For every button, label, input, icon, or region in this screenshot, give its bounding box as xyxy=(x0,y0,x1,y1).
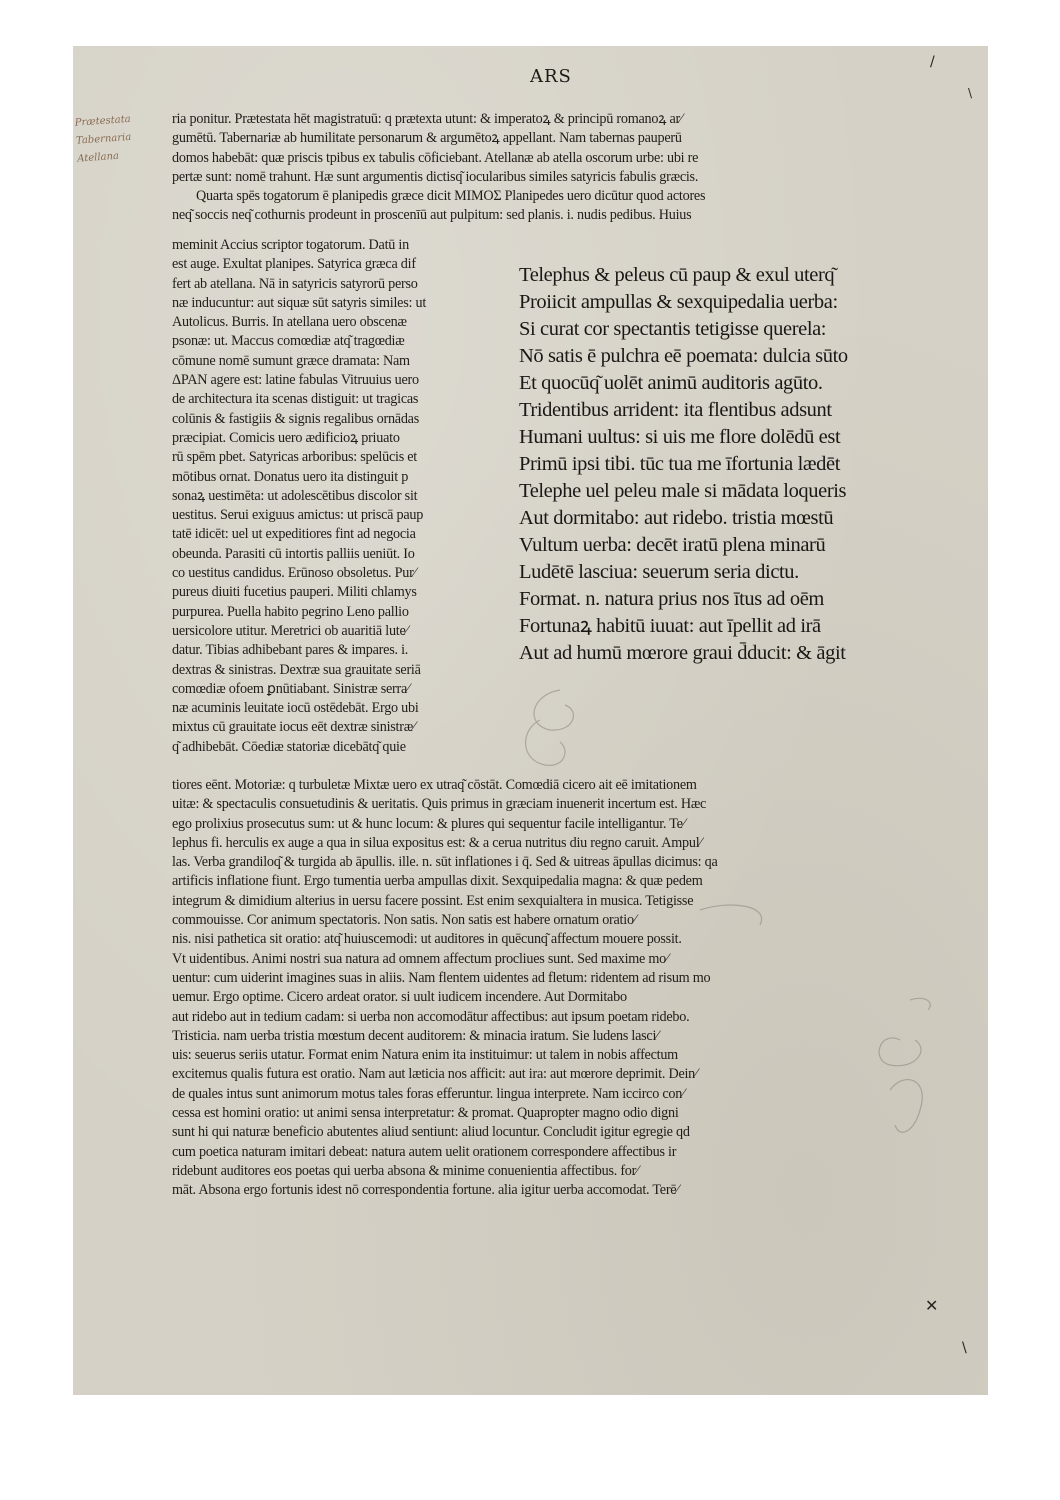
running-head: ARS xyxy=(530,66,572,87)
text-line: q͂ adhibebāt. Cōediæ statoriæ dicebātq͂ quie xyxy=(172,738,406,755)
edge-mark: / xyxy=(930,54,935,70)
text-line: Vt uidentibus. Animi nostri sua natura ad omnem affectum procliues sunt. Sed maxime mo⁄ xyxy=(172,950,669,967)
text-line: cum poetica naturam imitari debeat: natura autem uelit orationem correspondere affectibus ir xyxy=(172,1143,677,1160)
text-line: dextras & sinistras. Dextræ sua grauitate seriā xyxy=(172,661,421,678)
text-line: las. Verba grandiloq͂ & turgida ab āpullis. ille. n. sūt inflationes i q̄. Sed & uitreas āpullas dicimus: qa xyxy=(172,854,718,871)
text-line: uentur: cum uiderint imagines suas in aliis. Nam flentem uidentes ad fletum: ridentem ad risum mo xyxy=(172,969,711,986)
verse-line: Tridentibus arrident: ita flentibus adsunt xyxy=(519,399,832,421)
text-line: tiores eēnt. Motoriæ: q turbuletæ Mixtæ uero ex utraq͂ cōstāt. Comœdiā cicero ait eē imitationem xyxy=(172,777,697,793)
text-line: ridebunt auditores eos poetas qui uerba absona & minime conuenientia affectibus. for⁄ xyxy=(172,1162,639,1179)
text-line: de quales intus sunt animorum motus tales foras efferuntur. lingua interprete. Nam iccirco con⁄ xyxy=(172,1085,685,1102)
verse-line: Et quocūq͂ uolēt animū auditoris agūto. xyxy=(519,372,823,394)
verse-line: Humani uultus: si uis me flore dolēdū est xyxy=(519,426,841,448)
text-line: domos habebāt: quæ priscis tpibus ex tabulis cōficiebant. Atellanæ ab atella oscorum urbe: ubi re xyxy=(172,149,699,166)
text-line: excitemus qualis futura est oratio. Nam aut læticia nos afficit: aut ira: aut mœrore deprimit. Dein⁄ xyxy=(172,1066,698,1083)
text-line: neq͂ soccis neq͂ cothurnis prodeunt in proscenīū aut pulpitum: sed planis. i. nudis pedibus. Huius xyxy=(172,207,692,224)
text-line: uitæ: & spectaculis consuetudinis & ueritatis. Quis primus in græciam inuenerit incertum est. Hæc xyxy=(172,796,707,813)
text-line: uis: seuerus seriis utatur. Format enim Natura enim ita instituimur: ut talem in nobis affectum xyxy=(172,1047,678,1064)
text-line: næ inducuntur: aut siquæ sūt satyris similes: ut xyxy=(172,294,427,311)
text-line: fert ab atellana. Nā in satyricis satyrorū perso xyxy=(172,275,418,292)
text-line: meminit Accius scriptor togatorum. Datū in xyxy=(172,237,409,253)
text-line: Quarta spēs togatorum ē planipedis græce dicit ΜΙΜΟΣ Planipedes uero dicūtur quod actores xyxy=(196,188,706,205)
text-line: co uestitus candidus. Erūnoso obsoletus. Pur⁄ xyxy=(172,565,416,582)
edge-mark: \ xyxy=(962,1340,967,1356)
text-line: sonaꝝ uestimēta: ut adolescētibus discolor sit xyxy=(172,487,418,504)
text-line: lephus fi. herculis ex auge a qua in silua expositus est: & a cerua nutritus diu regno caruit. Ampul⁄ xyxy=(172,834,702,851)
verse-line: Fortunaꝝ habitū iuuat: aut īpellit ad irā xyxy=(519,615,821,637)
verse-line: Telephe uel peleu male si mādata loqueris xyxy=(519,480,847,502)
text-line: psonæ: ut. Maccus comœdiæ atq͂ tragœdiæ xyxy=(172,333,405,350)
edge-mark: \ xyxy=(968,86,973,100)
text-line: Tristicia. nam uerba tristia mœstum decent auditorem: & minacia iratum. Sie ludens lasci⁄ xyxy=(172,1027,659,1044)
text-line: de architectura ita scenas distiguit: ut tragicas xyxy=(172,391,419,408)
text-line: commouisse. Cor animum spectatoris. Non satis. Non satis est habere ornatum oratio⁄ xyxy=(172,912,636,929)
edge-mark: ✕ xyxy=(925,1296,939,1315)
text-line: Autolicus. Burris. In atellana uero obscenæ xyxy=(172,314,407,331)
text-line: cessa est homini oratio: ut animi sensa interpretatur: & promat. Quapropter magno odio digni xyxy=(172,1105,679,1122)
margin-note: Prætestata xyxy=(74,113,131,129)
text-line: comœdiæ ofoem ꝑnūtiabant. Sinistræ serra⁄ xyxy=(172,680,410,697)
verse-line: Si curat cor spectantis tetigisse querela: xyxy=(519,318,827,340)
verse-line: Format. n. natura prius nos ītus ad oēm xyxy=(519,588,824,610)
verse-line: Nō satis ē pulchra eē poemata: dulcia sūto xyxy=(519,345,848,367)
text-line: integrum & dimidium alterius in uersu facere possint. Est enim sexquialtera in musica. Tetigisse xyxy=(172,892,694,909)
text-line: mixtus cū grauitate iocus eēt dextræ sinistræ⁄ xyxy=(172,719,416,736)
margin-note: Atellana xyxy=(76,150,120,165)
text-line: gumētū. Tabernariæ ab humilitate personarum & argumētoꝝ appellant. Nam tabernas pauperū xyxy=(172,130,682,147)
text-line: præcipiat. Comicis uero ædificioꝝ priuato xyxy=(172,429,400,446)
text-line: cōmune nomē sumunt græce dramata: Nam xyxy=(172,352,410,369)
verse-line: Proiicit ampullas & sexquipedalia uerba: xyxy=(519,291,838,313)
verse-line: Telephus & peleus cū paup & exul uterq͂ xyxy=(519,264,835,286)
text-line: ria ponitur. Prætestata hēt magistratuū: q prætexta utunt: & imperatoꝝ & principū romanoꝝ ar⁄ xyxy=(172,111,683,127)
verse-line: Ludētē lasciua: seuerum seria dictu. xyxy=(519,561,799,583)
text-line: rū spēm pbet. Satyricas arboribus: spelūcis et xyxy=(172,449,417,466)
margin-notes xyxy=(74,109,156,168)
text-line: ΔΡΑΝ agere est: latine fabulas Vitruuius uero xyxy=(172,372,419,389)
text-line: tatē idicēt: uel ut expeditiores fint ad negocia xyxy=(172,526,416,543)
text-line: colūnis & fastigiis & signis regalibus ornādas xyxy=(172,410,419,427)
text-line: mōtibus ornat. Donatus uero ita distinguit p xyxy=(172,468,409,485)
text-line: artificis inflatione fiunt. Ergo tumentia uerba ampullas dixit. Sexquipedalia magna: & quæ pedem xyxy=(172,873,703,890)
text-line: uestitus. Serui exiguus amictus: ut priscā paup xyxy=(172,507,424,524)
text-line: ego prolixius prosecutus sum: ut & hunc locum: & plures qui sequentur facile intelligantur. Te⁄ xyxy=(172,815,685,832)
verse-line: Aut dormitabo: aut ridebo. tristia mœstū xyxy=(519,507,834,529)
commentary-top xyxy=(172,110,898,226)
text-line: pureus diuiti fucetius pauperi. Militi chlamys xyxy=(172,584,417,601)
text-line: obeunda. Parasiti cū intortis palliis ueniūt. Io xyxy=(172,545,415,562)
verse-line: Aut ad humū mœrore graui d̄ducit: & āgit xyxy=(519,642,846,664)
text-line: nis. nisi pathetica sit oratio: atq͂ huiuscemodi: ut auditores in quēcunq͂ affectum mouere possit. xyxy=(172,931,682,948)
text-line: uemur. Ergo optime. Cicero ardeat orator. si uult iudicem incendere. Aut Dormitabo xyxy=(172,989,627,1006)
verse-line: Primū ipsi tibi. tūc tua me īfortunia lædēt xyxy=(519,453,841,475)
text-line: purpurea. Puella habito pegrino Leno pallio xyxy=(172,603,409,620)
text-line: pertæ sunt: nomē trahunt. Hæ sunt argumentis dictisq͂ iocularibus similes satyricis fabulis græcis. xyxy=(172,168,699,185)
text-line: est auge. Exultat planipes. Satyrica græca dif xyxy=(172,256,416,273)
verse-block xyxy=(519,262,909,667)
commentary-bottom xyxy=(172,776,900,1201)
text-line: uersicolore utitur. Meretrici ob auaritiā lute⁄ xyxy=(172,622,408,639)
text-line: datur. Tibias adhibebant pares & impares. i. xyxy=(172,642,409,659)
text-line: næ acuminis leuitate iocū ostēdebāt. Ergo ubi xyxy=(172,700,419,717)
margin-note: Tabernaria xyxy=(75,131,132,147)
text-line: aut ridebo aut in tedium cadam: si uerba non accomodātur affectibus: aut ipsum poetam ridebo. xyxy=(172,1008,690,1025)
text-line: māt. Absona ergo fortunis idest nō correspondentia fortune. alia igitur uerba accomodat. Terē⁄ xyxy=(172,1182,679,1199)
commentary-left-column xyxy=(172,236,512,757)
verse-line: Vultum uerba: decēt iratū plena minarū xyxy=(519,534,826,556)
text-line: sunt hi qui naturæ beneficio abutentes aliud sentiunt: aliud locuntur. Concludit igitur egregie qd xyxy=(172,1124,690,1141)
